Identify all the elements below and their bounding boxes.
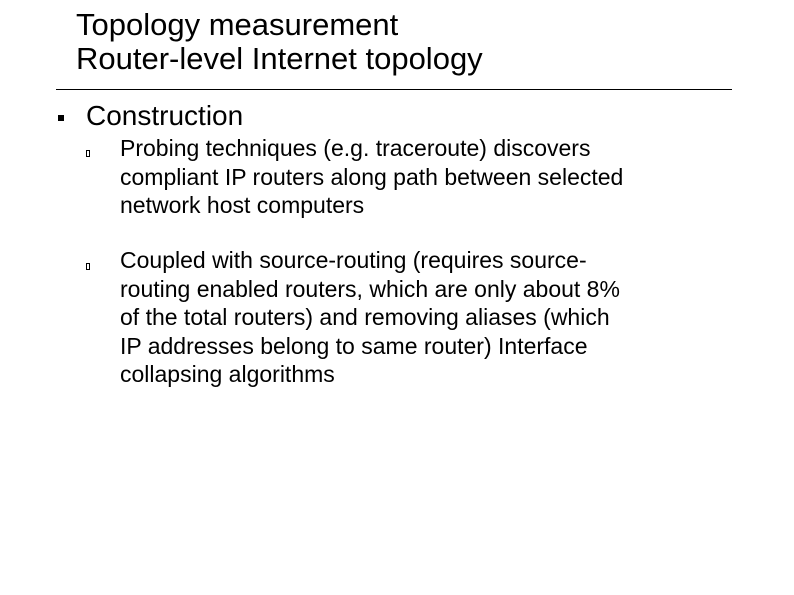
sub-bullet-icon [86, 263, 90, 270]
sub-bullet-text [120, 246, 745, 389]
text-line: of the total routers) and removing aliases (which [120, 304, 610, 330]
text-line: compliant IP routers along path between selected [120, 163, 624, 190]
bullet-label: Construction [86, 100, 244, 131]
text-line: routing enabled routers, which are only about 8% [120, 275, 620, 302]
title-line: Topology measurement [76, 7, 399, 42]
text-line: collapsing algorithms [120, 361, 335, 387]
sub-bullet-text [120, 134, 745, 220]
title-line: Router-level Internet topology [76, 41, 483, 76]
sub-bullet-icon [86, 150, 90, 157]
text-line: Probing techniques (e.g. traceroute) discovers [120, 135, 591, 161]
text-line: Coupled with source-routing (requires source- [120, 247, 587, 273]
text-line: IP addresses belong to same router) Interface [120, 332, 588, 359]
text-line: network host computers [120, 192, 365, 218]
slide-title [76, 8, 483, 76]
title-divider [56, 89, 732, 90]
square-bullet-icon [58, 115, 64, 121]
